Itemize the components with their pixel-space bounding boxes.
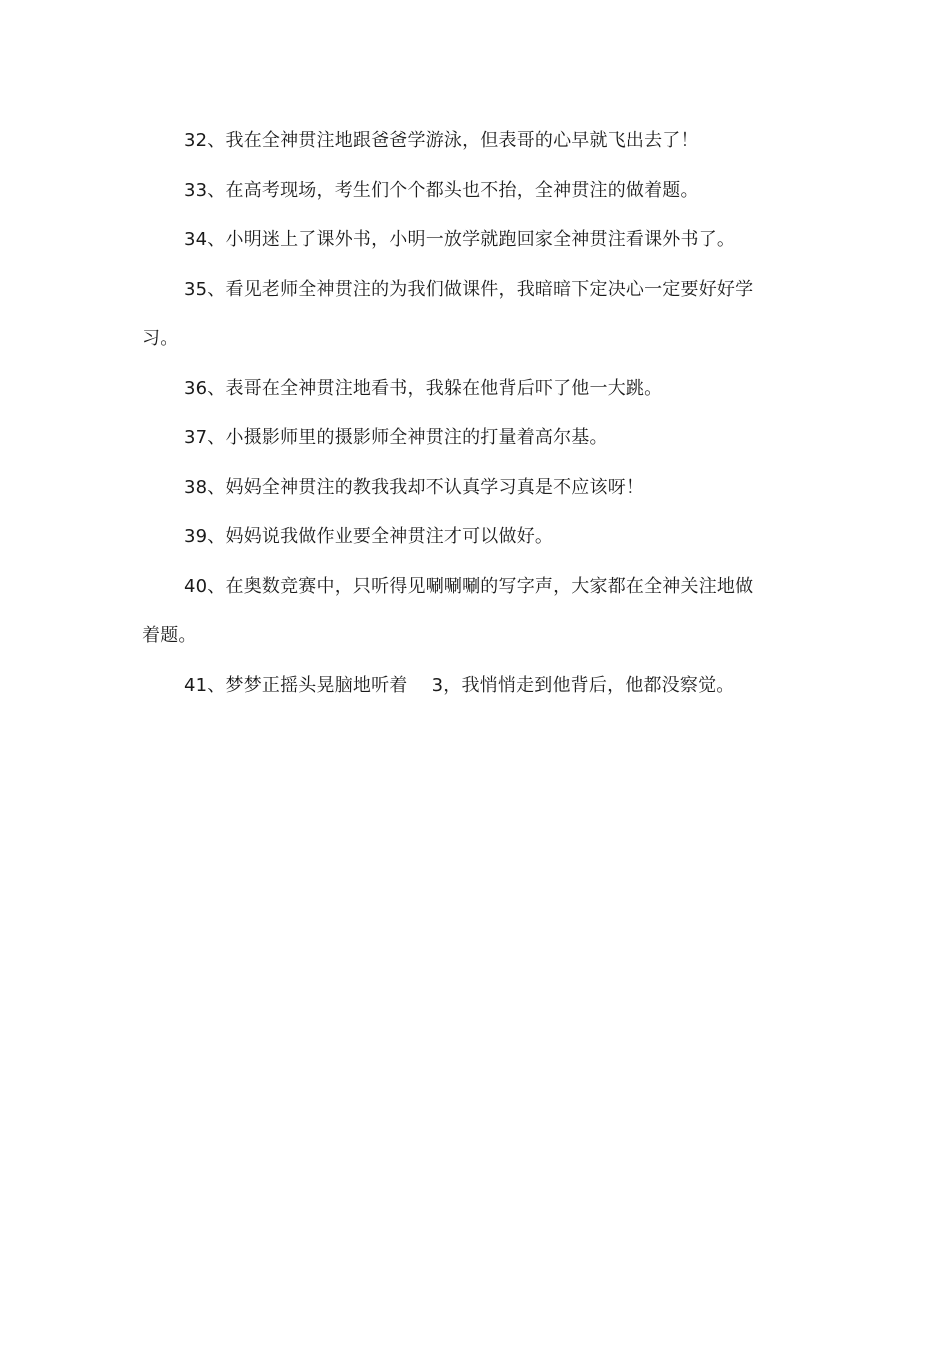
- sentence-33: 33、在高考现场，考生们个个都头也不抬，全神贯注的做着题。: [184, 179, 699, 201]
- sentence-39: 39、妈妈说我做作业要全神贯注才可以做好。: [184, 526, 554, 547]
- sentence-41: 41、梦梦正摇头晃脑地听着 3，我悄悄走到他背后，他都没察觉。: [184, 674, 735, 696]
- sentence-35: 35、看见老师全神贯注的为我们做课件，我暗暗下定决心一定要好好学习。: [142, 278, 754, 349]
- sentence-38: 38、妈妈全神贯注的教我我却不认真学习真是不应该呀！: [184, 476, 645, 498]
- sentence-32: 32、我在全神贯注地跟爸爸学游泳，但表哥的心早就飞出去了！: [184, 130, 699, 151]
- sentence-40: 40、在奥数竞赛中，只听得见唰唰唰的写字声，大家都在全神关注地做着题。: [142, 575, 754, 646]
- sentence-37: 37、小摄影师里的摄影师全神贯注的打量着高尔基。: [184, 427, 608, 448]
- sentence-36: 36、表哥在全神贯注地看书，我躲在他背后吓了他一大跳。: [184, 377, 663, 399]
- sentence-list: [142, 116, 762, 710]
- sentence-34: 34、小明迷上了课外书，小明一放学就跑回家全神贯注看课外书了。: [184, 229, 736, 250]
